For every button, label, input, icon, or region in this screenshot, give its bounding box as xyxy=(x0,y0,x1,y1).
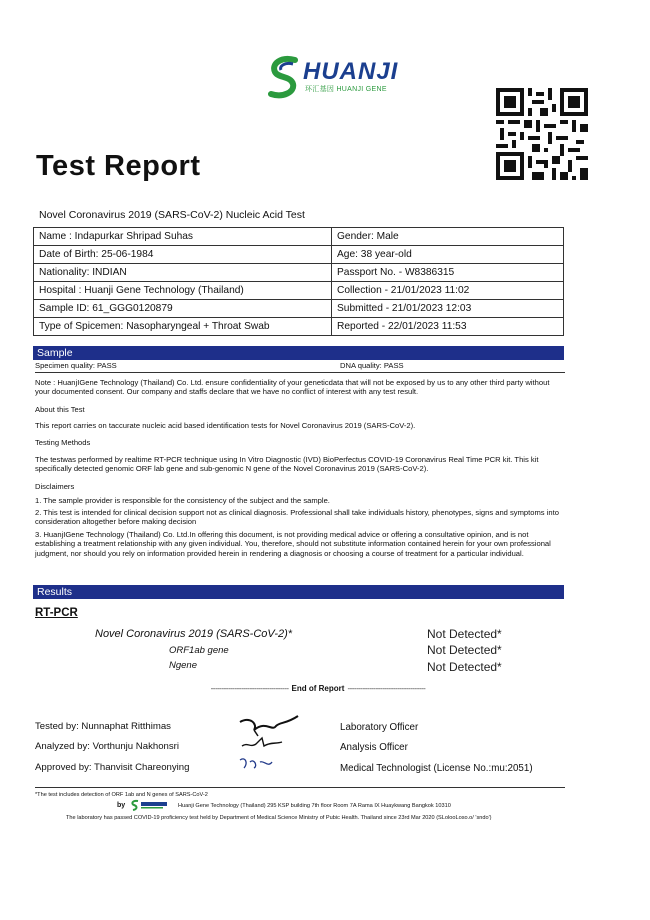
methods-heading: Testing Methods xyxy=(35,438,91,447)
patient-info-table xyxy=(33,227,564,336)
methods-text: The testwas performed by realtime RT-PCR technique using In Vitro Diagnostic (IVD) BioPerfectus COVID-19 Coronavirus Real Time PCR kit. This kit specifically detected genomic ORF lab gene and sub-genomic N gene of the Novel Coronavirus 2019 (SARS-CoV-2). xyxy=(35,455,539,474)
result-value-ngene: Not Detected* xyxy=(427,660,502,674)
patient-nationality: Nationality: INDIAN xyxy=(34,264,332,282)
footer-note: *The test includes detection of ORF 1ab and N genes of SARS-CoV-2 xyxy=(35,792,208,798)
signature-icon xyxy=(236,712,306,780)
result-label-sars: Novel Coronavirus 2019 (SARS-CoV-2)* xyxy=(95,628,293,640)
disclaimers-heading: Disclaimers xyxy=(35,482,75,491)
table-row xyxy=(34,318,564,336)
disclaimer-1: 1. The sample provider is responsible for the consistency of the subject and the sample. xyxy=(35,496,330,505)
result-value-orf1ab: Not Detected* xyxy=(427,643,502,657)
hospital: Hospital : Huanji Gene Technology (Thailand) xyxy=(34,282,332,300)
table-row xyxy=(34,282,564,300)
footer-address: Huanji Gene Technology (Thailand) 295 KSP building 7th floor Room 7A Rama IX Huaykwang Bangkok 10310 xyxy=(178,803,451,809)
patient-name: Name : Indapurkar Shripad Suhas xyxy=(34,228,332,246)
table-row xyxy=(34,246,564,264)
logo-text: HUANJI xyxy=(303,58,399,85)
patient-dob: Date of Birth: 25-06-1984 xyxy=(34,246,332,264)
about-text: This report carries on taccurate nucleic acid based identification tests for Novel Coronavirus 2019 (SARS-CoV-2). xyxy=(35,421,416,430)
patient-age: Age: 38 year-old xyxy=(332,246,564,264)
result-value-sars: Not Detected* xyxy=(427,627,502,641)
footer-divider xyxy=(35,787,565,788)
dna-quality: DNA quality: PASS xyxy=(340,361,404,370)
table-row xyxy=(34,300,564,318)
specimen-type: Type of Spicemen: Nasopharyngeal + Throat Swab xyxy=(34,318,332,336)
result-label-orf1ab: ORF1ab gene xyxy=(169,645,229,656)
analyzed-by: Analyzed by: Vorthunju Nakhonsri xyxy=(35,741,179,752)
result-label-ngene: Ngene xyxy=(169,660,197,671)
company-logo xyxy=(265,54,405,100)
approved-by: Approved by: Thanvisit Chareonying xyxy=(35,762,190,773)
method-heading: RT-PCR xyxy=(35,607,78,619)
huanji-logo-icon xyxy=(265,54,305,100)
collection-time: Collection - 21/01/2023 11:02 xyxy=(332,282,564,300)
table-row xyxy=(34,228,564,246)
tested-by: Tested by: Nunnaphat Ritthimas xyxy=(35,721,171,732)
divider xyxy=(35,372,565,373)
confidentiality-note: Note : HuanjIGene Technology (Thailand) Co. Ltd. ensure confidentiality of your geneticdata that will not be exposed by us to any other third party without your documented consent. Our company and staffs declare that we have no conflict of interest with any test result. xyxy=(35,378,550,397)
sample-id: Sample ID: 61_GGG0120879 xyxy=(34,300,332,318)
submitted-time: Submitted - 21/01/2023 12:03 xyxy=(332,300,564,318)
page-title: Test Report xyxy=(36,150,201,182)
end-of-report-label: End of Report xyxy=(291,684,345,693)
footer-accreditation: The laboratory has passed COVID-19 proficiency test held by Department of Medical Science Ministry of Pubic Health. Thailand since 23rd Mar 2020 (SLolooLoso.o/ 'sndo') xyxy=(66,815,492,821)
about-heading: About this Test xyxy=(35,405,85,414)
huanji-logo-icon xyxy=(130,799,170,811)
patient-gender: Gender: Male xyxy=(332,228,564,246)
tested-role: Laboratory Officer xyxy=(340,722,419,733)
footer-by: by xyxy=(117,802,126,809)
patient-passport: Passport No. - W8386315 xyxy=(332,264,564,282)
end-of-report: ------------------------------------ End of Report ------------------------------------ xyxy=(210,684,426,693)
test-subtitle: Novel Coronavirus 2019 (SARS-CoV-2) Nucleic Acid Test xyxy=(39,209,305,221)
disclaimer-3: 3. HuanjIGene Technology (Thailand) Co. Ltd.In offering this document, is not providing medical advice or offering a consultative opinion, and is not establishing a treatment relationship with any given individual. You, therefore, should not substitute information contained herein for your own professional judgment, nor should you rely on information provided herein in rendering a diagnosis or choosing a course of treatment for a particular individual. xyxy=(35,530,551,558)
qr-code-icon xyxy=(496,88,588,180)
reported-time: Reported - 22/01/2023 11:53 xyxy=(332,318,564,336)
specimen-quality: Specimen quality: PASS xyxy=(35,361,117,370)
analyzed-role: Analysis Officer xyxy=(340,742,408,753)
logo-subtext: 环汇基因 HUANJI GENE xyxy=(305,86,387,93)
table-row xyxy=(34,264,564,282)
disclaimer-2: 2. This test is intended for clinical decision support not as clinical diagnosis. Professional shall take individuals history, phenotypes, signs and symptoms into consideration altogether before making decision xyxy=(35,508,559,527)
approved-role: Medical Technologist (License No.:mu:2051) xyxy=(340,763,533,774)
sample-section-bar: Sample xyxy=(33,346,564,360)
results-section-bar: Results xyxy=(33,585,564,599)
